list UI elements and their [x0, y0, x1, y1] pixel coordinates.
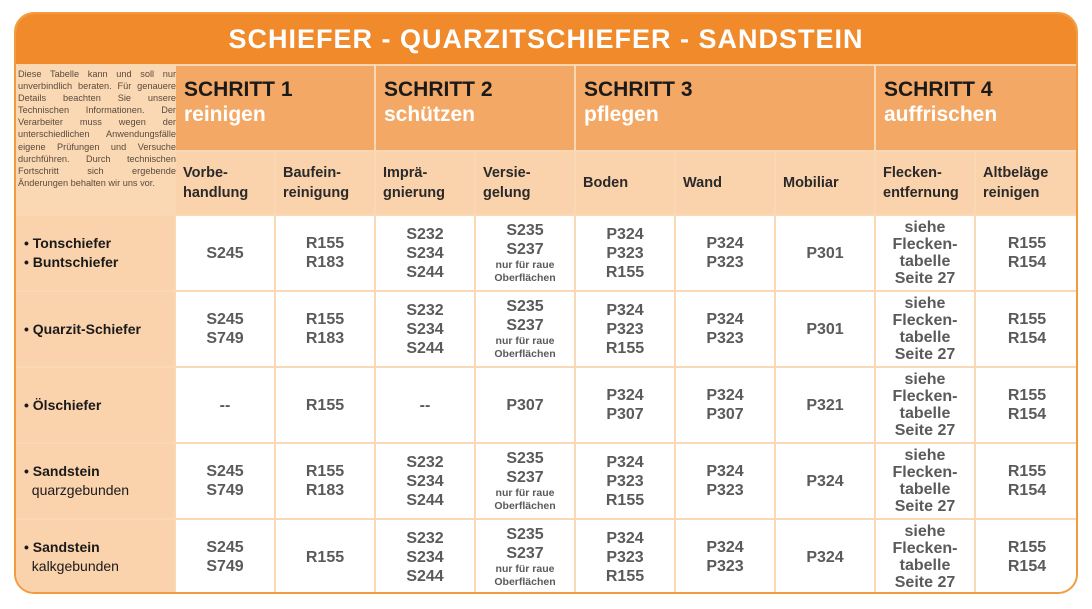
table-cell: P324 P323 R155 [576, 292, 674, 366]
step-header-1 [176, 66, 374, 150]
table-cell: siehe Flecken- tabelle Seite 27 [876, 368, 974, 442]
table-cell: R155 R154 [976, 368, 1078, 442]
table-cell: R155 R183 [276, 444, 374, 518]
step-header-4 [876, 66, 1078, 150]
table-cell: siehe Flecken- tabelle Seite 27 [876, 292, 974, 366]
table-cell: R155 [276, 520, 374, 594]
table-cell: -- [176, 368, 274, 442]
column-header: Wand [676, 152, 774, 214]
table-cell: R155 R154 [976, 444, 1078, 518]
table-title: SCHIEFER - QUARZITSCHIEFER - SANDSTEIN [16, 14, 1076, 64]
row-label: • Ölschiefer [16, 368, 174, 442]
table-cell: S245 S749 [176, 292, 274, 366]
table-cell: R155 R154 [976, 216, 1078, 290]
table-cell: P324 [776, 444, 874, 518]
table-cell: S235 S237 nur für raue Oberflächen [476, 292, 574, 366]
table-cell: P324 P323 [676, 444, 774, 518]
row-label: • Sandstein kalkgebunden [16, 520, 174, 594]
row-label: • Quarzit-Schiefer [16, 292, 174, 366]
column-header: Vorbe- handlung [176, 152, 274, 214]
table-cell: P324 P323 R155 [576, 444, 674, 518]
column-header: Boden [576, 152, 674, 214]
table-cell: S235 S237 nur für raue Oberflächen [476, 216, 574, 290]
care-table [14, 12, 1078, 594]
table-cell: S245 [176, 216, 274, 290]
table-cell: P307 [476, 368, 574, 442]
step-number: SCHRITT 4 [884, 78, 993, 101]
table-cell: S235 S237 nur für raue Oberflächen [476, 520, 574, 594]
row-label: • Sandstein quarzgebunden [16, 444, 174, 518]
table-cell: P324 P307 [676, 368, 774, 442]
step-number: SCHRITT 2 [384, 78, 493, 101]
step-header-3 [576, 66, 874, 150]
table-cell: siehe Flecken- tabelle Seite 27 [876, 444, 974, 518]
table-cell: P324 P323 R155 [576, 216, 674, 290]
table-cell: P301 [776, 216, 874, 290]
step-header-2 [376, 66, 574, 150]
table-cell: S232 S234 S244 [376, 444, 474, 518]
table-cell: P324 P323 [676, 216, 774, 290]
table-cell: P301 [776, 292, 874, 366]
step-action: pflegen [584, 103, 659, 126]
step-number: SCHRITT 1 [184, 78, 293, 101]
column-header: Versie- gelung [476, 152, 574, 214]
table-cell: P321 [776, 368, 874, 442]
row-label: • Tonschiefer • Buntschiefer [16, 216, 174, 290]
table-cell: P324 P323 R155 [576, 520, 674, 594]
table-cell: P324 P307 [576, 368, 674, 442]
table-cell: R155 R154 [976, 520, 1078, 594]
disclaimer-text: Diese Tabelle kann und soll nur unverbindlich beraten. Für genauere Details beachten Sie unsere Technischen Informationen. Der Verarbeiter muss wegen der unterschiedlichen Anwendungsfälle eigene Prüfungen und Versuche durchführen. Durch technischen Fortschritt sich ergebende Änderungen behalten wir uns vor. [18, 69, 176, 188]
table-cell: R155 R183 [276, 216, 374, 290]
table-cell: R155 R154 [976, 292, 1078, 366]
column-header: Altbeläge reinigen [976, 152, 1078, 214]
column-header: Baufein- reinigung [276, 152, 374, 214]
table-cell: siehe Flecken- tabelle Seite 27 [876, 216, 974, 290]
column-header: Flecken- entfernung [876, 152, 974, 214]
step-action: reinigen [184, 103, 266, 126]
table-cell: S232 S234 S244 [376, 520, 474, 594]
table-cell: R155 [276, 368, 374, 442]
table-cell: P324 P323 [676, 520, 774, 594]
step-number: SCHRITT 3 [584, 78, 693, 101]
table-cell: S245 S749 [176, 444, 274, 518]
table-cell: P324 [776, 520, 874, 594]
table-cell: siehe Flecken- tabelle Seite 27 [876, 520, 974, 594]
step-action: schützen [384, 103, 476, 126]
table-cell: S232 S234 S244 [376, 216, 474, 290]
table-cell: S232 S234 S244 [376, 292, 474, 366]
step-action: auffrischen [884, 103, 998, 126]
table-cell: S245 S749 [176, 520, 274, 594]
table-cell: -- [376, 368, 474, 442]
column-header: Mobiliar [776, 152, 874, 214]
column-header: Imprä- gnierung [376, 152, 474, 214]
table-cell: R155 R183 [276, 292, 374, 366]
table-cell: S235 S237 nur für raue Oberflächen [476, 444, 574, 518]
table-cell: P324 P323 [676, 292, 774, 366]
